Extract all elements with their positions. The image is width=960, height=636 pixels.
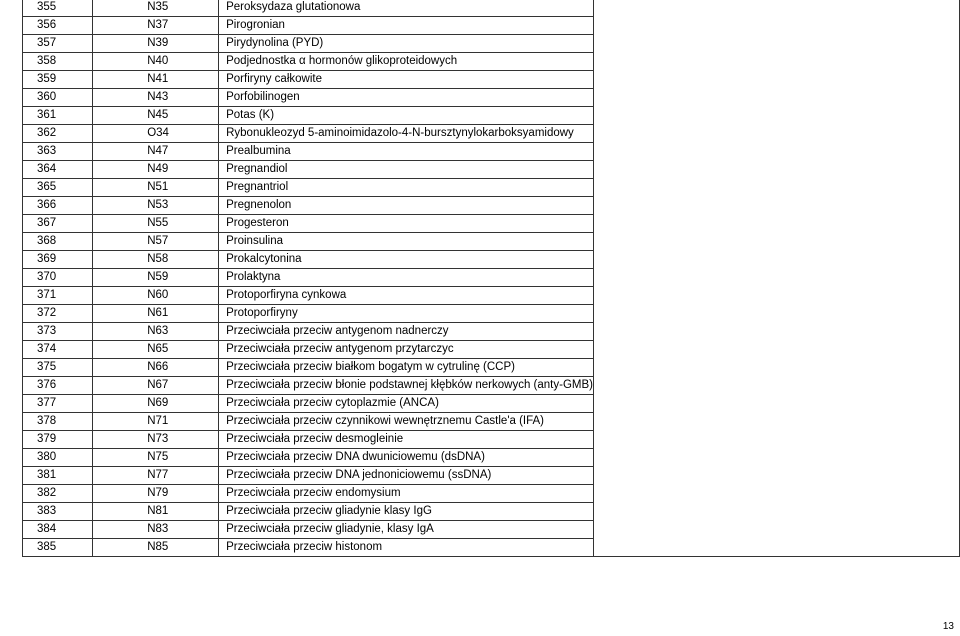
empty-cell	[593, 233, 959, 251]
table-row	[23, 431, 960, 449]
row-number-cell: 362	[23, 125, 93, 143]
table-row	[23, 197, 960, 215]
table-row	[23, 161, 960, 179]
row-number-cell: 361	[23, 107, 93, 125]
code-cell: N83	[93, 521, 219, 539]
table-row	[23, 323, 960, 341]
test-name-cell: Przeciwciała przeciw DNA jednoniciowemu (ssDNA)	[219, 467, 594, 485]
row-number-cell: 372	[23, 305, 93, 323]
row-number-cell: 379	[23, 431, 93, 449]
procedure-code-table	[22, 0, 960, 557]
code-cell: N66	[93, 359, 219, 377]
row-number-cell: 363	[23, 143, 93, 161]
code-cell: N81	[93, 503, 219, 521]
test-name-cell: Progesteron	[219, 215, 594, 233]
empty-cell	[593, 341, 959, 359]
test-name-cell: Prealbumina	[219, 143, 594, 161]
code-cell: N63	[93, 323, 219, 341]
empty-cell	[593, 17, 959, 35]
test-name-cell: Przeciwciała przeciw antygenom nadnerczy	[219, 323, 594, 341]
code-cell: N51	[93, 179, 219, 197]
empty-cell	[593, 431, 959, 449]
empty-cell	[593, 467, 959, 485]
empty-cell	[593, 323, 959, 341]
table-row	[23, 467, 960, 485]
code-cell: O34	[93, 125, 219, 143]
test-name-cell: Przeciwciała przeciw desmogleinie	[219, 431, 594, 449]
empty-cell	[593, 125, 959, 143]
empty-cell	[593, 143, 959, 161]
test-name-cell: Protoporfiryna cynkowa	[219, 287, 594, 305]
test-name-cell: Prokalcytonina	[219, 251, 594, 269]
empty-cell	[593, 197, 959, 215]
table-row	[23, 251, 960, 269]
code-cell: N45	[93, 107, 219, 125]
table-row	[23, 17, 960, 35]
code-cell: N35	[93, 0, 219, 17]
table-row	[23, 539, 960, 557]
page-number: 13	[942, 621, 954, 632]
test-name-cell: Przeciwciała przeciw błonie podstawnej kłębków nerkowych (anty-GMB)	[219, 377, 594, 395]
row-number-cell: 365	[23, 179, 93, 197]
empty-cell	[593, 35, 959, 53]
row-number-cell: 380	[23, 449, 93, 467]
code-cell: N60	[93, 287, 219, 305]
table-row	[23, 179, 960, 197]
table-row	[23, 89, 960, 107]
table-row	[23, 377, 960, 395]
code-cell: N41	[93, 71, 219, 89]
empty-cell	[593, 395, 959, 413]
code-cell: N49	[93, 161, 219, 179]
row-number-cell: 355	[23, 0, 93, 17]
empty-cell	[593, 503, 959, 521]
table-row	[23, 305, 960, 323]
empty-cell	[593, 71, 959, 89]
code-cell: N67	[93, 377, 219, 395]
row-number-cell: 370	[23, 269, 93, 287]
empty-cell	[593, 521, 959, 539]
row-number-cell: 382	[23, 485, 93, 503]
row-number-cell: 368	[23, 233, 93, 251]
table-row	[23, 71, 960, 89]
row-number-cell: 374	[23, 341, 93, 359]
table-row	[23, 413, 960, 431]
table-row	[23, 395, 960, 413]
row-number-cell: 373	[23, 323, 93, 341]
table-row	[23, 449, 960, 467]
code-cell: N71	[93, 413, 219, 431]
test-name-cell: Przeciwciała przeciw czynnikowi wewnętrznemu Castle'a (IFA)	[219, 413, 594, 431]
table-row	[23, 521, 960, 539]
row-number-cell: 358	[23, 53, 93, 71]
code-cell: N55	[93, 215, 219, 233]
table-row	[23, 341, 960, 359]
code-cell: N43	[93, 89, 219, 107]
empty-cell	[593, 0, 959, 17]
code-cell: N40	[93, 53, 219, 71]
empty-cell	[593, 485, 959, 503]
table-row	[23, 35, 960, 53]
table-row	[23, 269, 960, 287]
row-number-cell: 381	[23, 467, 93, 485]
test-name-cell: Podjednostka α hormonów glikoproteidowych	[219, 53, 594, 71]
code-cell: N73	[93, 431, 219, 449]
empty-cell	[593, 53, 959, 71]
empty-cell	[593, 359, 959, 377]
test-name-cell: Przeciwciała przeciw antygenom przytarczyc	[219, 341, 594, 359]
code-cell: N61	[93, 305, 219, 323]
code-cell: N57	[93, 233, 219, 251]
table-row	[23, 287, 960, 305]
row-number-cell: 367	[23, 215, 93, 233]
test-name-cell: Rybonukleozyd 5-aminoimidazolo-4-N-bursztynylokarboksyamidowy	[219, 125, 594, 143]
empty-cell	[593, 413, 959, 431]
test-name-cell: Przeciwciała przeciw cytoplazmie (ANCA)	[219, 395, 594, 413]
table-row	[23, 359, 960, 377]
code-cell: N47	[93, 143, 219, 161]
code-cell: N85	[93, 539, 219, 557]
test-name-cell: Pirydynolina (PYD)	[219, 35, 594, 53]
code-cell: N65	[93, 341, 219, 359]
test-name-cell: Prolaktyna	[219, 269, 594, 287]
table-row	[23, 0, 960, 17]
row-number-cell: 356	[23, 17, 93, 35]
empty-cell	[593, 251, 959, 269]
empty-cell	[593, 287, 959, 305]
code-cell: N75	[93, 449, 219, 467]
code-cell: N37	[93, 17, 219, 35]
row-number-cell: 378	[23, 413, 93, 431]
table-row	[23, 215, 960, 233]
test-name-cell: Protoporfiryny	[219, 305, 594, 323]
test-name-cell: Przeciwciała przeciw endomysium	[219, 485, 594, 503]
empty-cell	[593, 107, 959, 125]
code-cell: N79	[93, 485, 219, 503]
table-row	[23, 125, 960, 143]
empty-cell	[593, 179, 959, 197]
empty-cell	[593, 269, 959, 287]
code-cell: N69	[93, 395, 219, 413]
test-name-cell: Przeciwciała przeciw histonom	[219, 539, 594, 557]
empty-cell	[593, 161, 959, 179]
row-number-cell: 384	[23, 521, 93, 539]
table-row	[23, 53, 960, 71]
row-number-cell: 376	[23, 377, 93, 395]
row-number-cell: 375	[23, 359, 93, 377]
test-name-cell: Potas (K)	[219, 107, 594, 125]
test-name-cell: Peroksydaza glutationowa	[219, 0, 594, 17]
row-number-cell: 371	[23, 287, 93, 305]
table-row	[23, 485, 960, 503]
row-number-cell: 385	[23, 539, 93, 557]
code-cell: N53	[93, 197, 219, 215]
row-number-cell: 357	[23, 35, 93, 53]
empty-cell	[593, 539, 959, 557]
empty-cell	[593, 449, 959, 467]
table-row	[23, 107, 960, 125]
test-name-cell: Przeciwciała przeciw białkom bogatym w cytrulinę (CCP)	[219, 359, 594, 377]
test-name-cell: Proinsulina	[219, 233, 594, 251]
test-name-cell: Pirogronian	[219, 17, 594, 35]
code-cell: N58	[93, 251, 219, 269]
code-cell: N59	[93, 269, 219, 287]
empty-cell	[593, 215, 959, 233]
test-name-cell: Pregnandiol	[219, 161, 594, 179]
code-cell: N39	[93, 35, 219, 53]
table-body	[23, 0, 960, 557]
row-number-cell: 366	[23, 197, 93, 215]
test-name-cell: Pregnantriol	[219, 179, 594, 197]
row-number-cell: 360	[23, 89, 93, 107]
empty-cell	[593, 377, 959, 395]
empty-cell	[593, 305, 959, 323]
row-number-cell: 364	[23, 161, 93, 179]
test-name-cell: Przeciwciała przeciw gliadynie klasy IgG	[219, 503, 594, 521]
table-row	[23, 233, 960, 251]
test-name-cell: Pregnenolon	[219, 197, 594, 215]
test-name-cell: Porfiryny całkowite	[219, 71, 594, 89]
test-name-cell: Przeciwciała przeciw DNA dwuniciowemu (dsDNA)	[219, 449, 594, 467]
code-cell: N77	[93, 467, 219, 485]
row-number-cell: 377	[23, 395, 93, 413]
test-name-cell: Przeciwciała przeciw gliadynie, klasy IgA	[219, 521, 594, 539]
row-number-cell: 383	[23, 503, 93, 521]
row-number-cell: 369	[23, 251, 93, 269]
empty-cell	[593, 89, 959, 107]
table-row	[23, 143, 960, 161]
table-row	[23, 503, 960, 521]
test-name-cell: Porfobilinogen	[219, 89, 594, 107]
row-number-cell: 359	[23, 71, 93, 89]
